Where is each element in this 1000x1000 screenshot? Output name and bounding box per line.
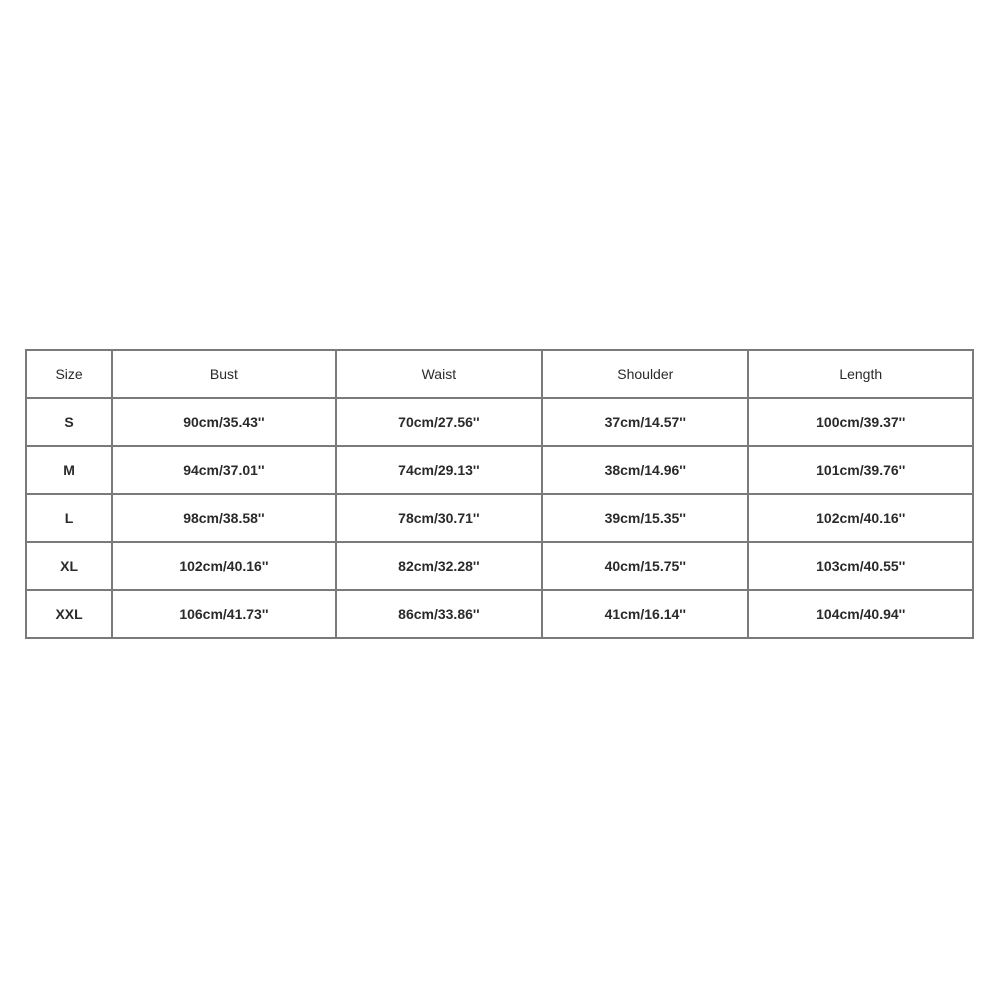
cell-shoulder: 39cm/15.35'' (542, 494, 748, 542)
cell-bust: 98cm/38.58'' (112, 494, 335, 542)
cell-size: L (26, 494, 112, 542)
cell-waist: 74cm/29.13'' (336, 446, 542, 494)
cell-shoulder: 41cm/16.14'' (542, 590, 748, 638)
cell-waist: 70cm/27.56'' (336, 398, 542, 446)
cell-size: S (26, 398, 112, 446)
cell-size: XXL (26, 590, 112, 638)
table-row (26, 446, 973, 494)
table-header-row (26, 350, 973, 398)
cell-shoulder: 40cm/15.75'' (542, 542, 748, 590)
header-shoulder: Shoulder (542, 350, 748, 398)
header-length: Length (748, 350, 973, 398)
header-bust: Bust (112, 350, 335, 398)
size-chart-table (25, 349, 974, 639)
table-row (26, 398, 973, 446)
cell-bust: 102cm/40.16'' (112, 542, 335, 590)
cell-length: 100cm/39.37'' (748, 398, 973, 446)
header-waist: Waist (336, 350, 542, 398)
header-size: Size (26, 350, 112, 398)
cell-length: 102cm/40.16'' (748, 494, 973, 542)
cell-bust: 90cm/35.43'' (112, 398, 335, 446)
cell-bust: 106cm/41.73'' (112, 590, 335, 638)
table-row (26, 494, 973, 542)
table-row (26, 542, 973, 590)
cell-waist: 82cm/32.28'' (336, 542, 542, 590)
cell-length: 103cm/40.55'' (748, 542, 973, 590)
cell-waist: 78cm/30.71'' (336, 494, 542, 542)
cell-length: 101cm/39.76'' (748, 446, 973, 494)
cell-size: M (26, 446, 112, 494)
cell-size: XL (26, 542, 112, 590)
cell-bust: 94cm/37.01'' (112, 446, 335, 494)
cell-waist: 86cm/33.86'' (336, 590, 542, 638)
cell-shoulder: 38cm/14.96'' (542, 446, 748, 494)
table-row (26, 590, 973, 638)
cell-length: 104cm/40.94'' (748, 590, 973, 638)
cell-shoulder: 37cm/14.57'' (542, 398, 748, 446)
